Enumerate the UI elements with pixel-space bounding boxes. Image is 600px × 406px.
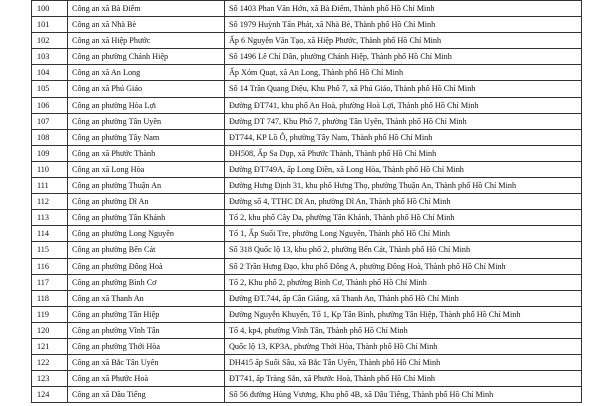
table-row	[32, 322, 582, 338]
unit-name-cell: Công an xã Phước Thành	[68, 145, 225, 161]
row-number-cell: 109	[32, 145, 68, 161]
unit-name-cell: Công an phường Đông Hoà	[68, 258, 225, 274]
table-row	[32, 387, 582, 403]
table-row	[32, 1, 582, 17]
address-cell: Số 56 đường Hùng Vương, Khu phố 4B, xã Dầu Tiếng, Thành phố Hồ Chí Minh	[225, 387, 582, 403]
address-cell: Số 2 Trần Hưng Đạo, khu phố Đông A, phường Đông Hoà, Thành phố Hồ Chí Minh	[225, 258, 582, 274]
address-cell: Tổ 4, kp4, phường Vĩnh Tân, Thành phố Hồ Chí Minh	[225, 322, 582, 338]
row-number-cell: 122	[32, 355, 68, 371]
unit-name-cell: Công an phường Tân Uyên	[68, 113, 225, 129]
unit-name-cell: Công an xã An Long	[68, 65, 225, 81]
row-number-cell: 101	[32, 17, 68, 33]
row-number-cell: 124	[32, 387, 68, 403]
address-cell: Ấp 6 Nguyễn Văn Tạo, xã Hiệp Phước, Thành phố Hồ Chí Minh	[225, 33, 582, 49]
unit-name-cell: Công an xã Hiệp Phước	[68, 33, 225, 49]
unit-name-cell: Công an xã Dầu Tiếng	[68, 387, 225, 403]
table-row	[32, 129, 582, 145]
unit-name-cell: Công an phường Long Nguyên	[68, 226, 225, 242]
table-row	[32, 290, 582, 306]
address-cell: ĐT744, KP Lồ Ô, phường Tây Nam, Thành phố Hồ Chí Minh	[225, 129, 582, 145]
address-cell: Số 318 Quốc lộ 13, khu phố 2, phường Bến Cát, Thành phố Hồ Chí Minh	[225, 242, 582, 258]
row-number-cell: 108	[32, 129, 68, 145]
row-number-cell: 118	[32, 290, 68, 306]
address-cell: Đường DT 747, Khu Phố 7, phường Tân Uyên, Thành phố Hồ Chí Minh	[225, 113, 582, 129]
table-row	[32, 81, 582, 97]
table-row	[32, 274, 582, 290]
unit-name-cell: Công an phường Hòa Lợi	[68, 97, 225, 113]
address-cell: Đường số 4, TTHC Dĩ An, phường Dĩ An, Thành phố Hồ Chí Minh	[225, 194, 582, 210]
table-row	[32, 306, 582, 322]
row-number-cell: 111	[32, 178, 68, 194]
unit-name-cell: Công an phường Bến Cát	[68, 242, 225, 258]
unit-name-cell: Công an xã Phước Hoà	[68, 371, 225, 387]
address-cell: Tổ 2, khu phố Cây Da, phường Tân Khánh, Thành phố Hồ Chí Minh	[225, 210, 582, 226]
row-number-cell: 116	[32, 258, 68, 274]
unit-name-cell: Công an xã Bắc Tân Uyên	[68, 355, 225, 371]
address-cell: Tổ 1, Ấp Suối Tre, phường Long Nguyên, Thành phố Hồ Chí Minh	[225, 226, 582, 242]
address-cell: Số 14 Trần Quang Diệu, Khu Phố 7, xã Phú Giáo, Thành phố Hồ Chí Minh	[225, 81, 582, 97]
row-number-cell: 100	[32, 1, 68, 17]
table-row	[32, 371, 582, 387]
row-number-cell: 121	[32, 338, 68, 354]
table-row	[32, 17, 582, 33]
table-row	[32, 49, 582, 65]
row-number-cell: 105	[32, 81, 68, 97]
row-number-cell: 120	[32, 322, 68, 338]
table-body	[32, 1, 582, 403]
address-cell: Đường ĐT749A, ấp Long Điền, xã Long Hòa, Thành phố Hồ Chí Minh	[225, 161, 582, 177]
address-cell: ĐT741, ấp Tràng Sắn, xã Phước Hoà, Thành phố Hồ Chí Minh	[225, 371, 582, 387]
unit-name-cell: Công an phường Tân Khánh	[68, 210, 225, 226]
unit-name-cell: Công an phường Chánh Hiệp	[68, 49, 225, 65]
row-number-cell: 104	[32, 65, 68, 81]
row-number-cell: 115	[32, 242, 68, 258]
table-row	[32, 226, 582, 242]
table-row	[32, 33, 582, 49]
address-cell: Đường Nguyễn Khuyến, Tổ 1, Kp Tân Bình, phường Tân Hiệp, Thành phố Hồ Chí Minh	[225, 306, 582, 322]
document-page	[31, 0, 581, 403]
address-cell: Đường Hưng Định 31, khu phố Hưng Thọ, phường Thuận An, Thành phố Hồ Chí Minh	[225, 178, 582, 194]
table-row	[32, 355, 582, 371]
address-cell: ĐH508, Ấp Sa Dụp, xã Phước Thành, Thành phố Hồ Chí Minh	[225, 145, 582, 161]
row-number-cell: 114	[32, 226, 68, 242]
table-row	[32, 113, 582, 129]
unit-name-cell: Công an xã Thanh An	[68, 290, 225, 306]
table-row	[32, 338, 582, 354]
address-cell: Tổ 2, Khu phố 2, phường Bình Cơ, Thành phố Hồ Chí Minh	[225, 274, 582, 290]
table-row	[32, 194, 582, 210]
unit-name-cell: Công an phường Thới Hòa	[68, 338, 225, 354]
unit-name-cell: Công an phường Vĩnh Tân	[68, 322, 225, 338]
row-number-cell: 123	[32, 371, 68, 387]
unit-name-cell: Công an phường Tân Hiệp	[68, 306, 225, 322]
address-cell: Ấp Xóm Quạt, xã An Long, Thành phố Hồ Chí Minh	[225, 65, 582, 81]
unit-name-cell: Công an phường Bình Cơ	[68, 274, 225, 290]
table-row	[32, 210, 582, 226]
row-number-cell: 106	[32, 97, 68, 113]
row-number-cell: 119	[32, 306, 68, 322]
row-number-cell: 110	[32, 161, 68, 177]
address-cell: Số 1403 Phan Văn Hớn, xã Bà Điểm, Thành phố Hồ Chí Minh	[225, 1, 582, 17]
address-cell: DH415 ấp Suối Sâu, xã Bắc Tân Uyên, Thành phố Hồ Chí Minh	[225, 355, 582, 371]
table-row	[32, 161, 582, 177]
unit-name-cell: Công an phường Dĩ An	[68, 194, 225, 210]
police-address-table	[31, 0, 582, 403]
unit-name-cell: Công an phường Tây Nam	[68, 129, 225, 145]
unit-name-cell: Công an xã Long Hòa	[68, 161, 225, 177]
address-cell: Đường ĐT.744, ấp Cần Giăng, xã Thanh An, Thành phố Hồ Chí Minh	[225, 290, 582, 306]
unit-name-cell: Công an xã Bà Điểm	[68, 1, 225, 17]
row-number-cell: 112	[32, 194, 68, 210]
row-number-cell: 113	[32, 210, 68, 226]
unit-name-cell: Công an phường Thuận An	[68, 178, 225, 194]
row-number-cell: 117	[32, 274, 68, 290]
unit-name-cell: Công an xã Phú Giáo	[68, 81, 225, 97]
table-row	[32, 145, 582, 161]
row-number-cell: 103	[32, 49, 68, 65]
row-number-cell: 102	[32, 33, 68, 49]
table-row	[32, 178, 582, 194]
address-cell: Số 1496 Lê Chí Dân, phường Chánh Hiệp, Thành phố Hồ Chí Minh	[225, 49, 582, 65]
table-row	[32, 258, 582, 274]
address-cell: Số 1979 Huỳnh Tấn Phát, xã Nhà Bè, Thành phố Hồ Chí Minh	[225, 17, 582, 33]
table-row	[32, 97, 582, 113]
address-cell: Quốc lộ 13, KP3A, phường Thới Hòa, Thành phố Hồ Chí Minh	[225, 338, 582, 354]
table-row	[32, 65, 582, 81]
unit-name-cell: Công an xã Nhà Bè	[68, 17, 225, 33]
row-number-cell: 107	[32, 113, 68, 129]
table-row	[32, 242, 582, 258]
address-cell: Đường ĐT741, khu phố An Hoà, phường Hoà Lợi, Thành phố Hồ Chí Minh	[225, 97, 582, 113]
